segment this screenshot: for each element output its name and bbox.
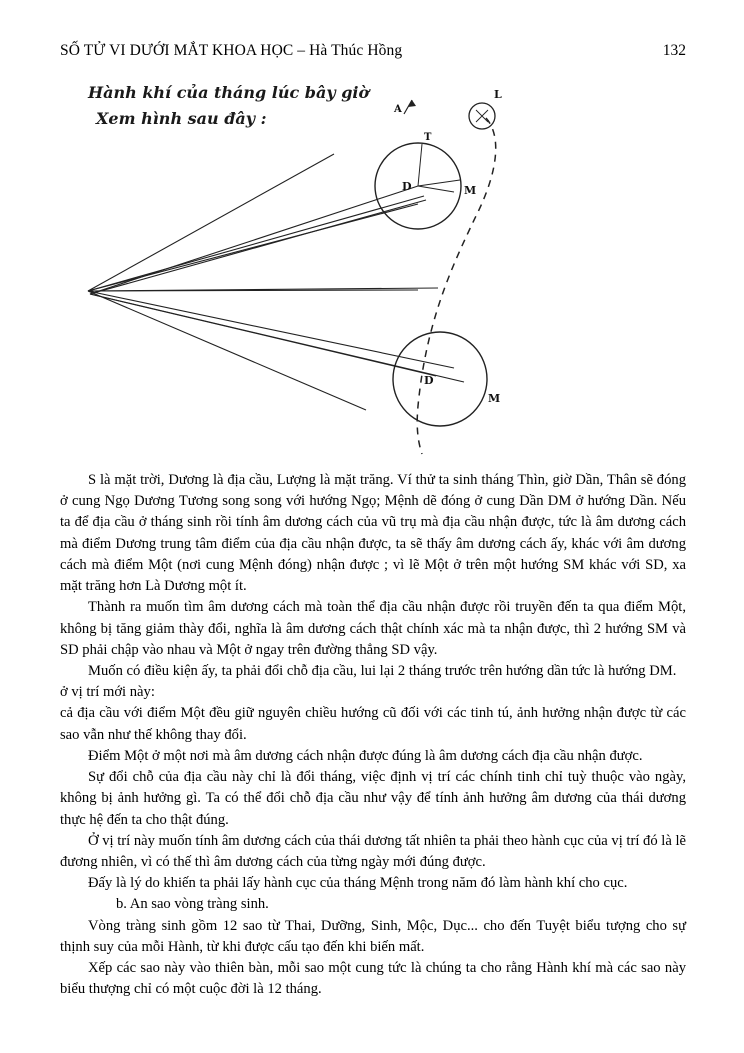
body-text bbox=[60, 470, 686, 1000]
label-upper-circle-center: D bbox=[402, 180, 412, 193]
page-number: 132 bbox=[662, 42, 686, 59]
label-lower-circle-right: M bbox=[488, 392, 501, 405]
body-paragraph: Điểm Một ở một nơi mà âm dương cách nhận được đúng là âm dương cách địa cầu nhận được. bbox=[88, 747, 643, 764]
direction-arrow-head bbox=[408, 100, 416, 107]
label-lower-circle-center: D bbox=[424, 374, 434, 387]
figure-caption-line-1: Hành khí của tháng lúc bây giờ bbox=[88, 83, 370, 102]
label-arrow: A bbox=[394, 104, 402, 115]
label-upper-circle-right: M bbox=[464, 184, 477, 197]
body-paragraph: Sự đổi chỗ của địa cầu này chỉ là đổi tháng, việc định vị trí các chính tinh chỉ tuỳ thuộc vào ngày, không bị ảnh hưởng gì. Ta có thể đổi chỗ địa cầu như vậy để tính ảnh hưởng âm dương của thái dương thực hệ đến ta cho thật đúng. bbox=[60, 769, 686, 828]
body-paragraph: b. An sao vòng tràng sinh. bbox=[116, 896, 269, 913]
body-paragraph: S là mặt trời, Dương là địa cầu, Lượng là mặt trăng. Ví thử ta sinh tháng Thìn, giờ Dần, Thân sẽ đóng ở cung Ngọ Dương Tương song song với hướng Ngọ; Mệnh dẽ đóng ở cung Dần DM ở hướng Dần. Nếu ta để địa cầu ở tháng sinh rồi tính âm dương cách của vũ trụ mà địa cầu nhận được, tức là âm dương cách mà điểm Dương trung tâm điểm của địa cầu nhận được, ta sẽ thấy âm dương cách ấy, khác với âm dương cách mà điểm Một (nơi cung Mệnh đóng) nhận được ; vì lẽ Một ở trên một hướng SM khác với SD, xa mặt trăng hơn Là Dương một ít. bbox=[60, 472, 686, 595]
body-paragraph: cả địa cầu với điểm Một đều giữ nguyên chiều hướng cũ đối với các tinh tú, ảnh hưởng nhận được từ các sao vẫn như thế không thay đổi. bbox=[60, 705, 686, 743]
body-paragraph: Vòng tràng sinh gồm 12 sao từ Thai, Dưỡng, Sinh, Mộc, Dục... cho đến Tuyệt biểu tượng cho sự thịnh suy của mỗi Hành, từ khi được cấu tạo đến khi biến mất. bbox=[60, 917, 686, 955]
page-header bbox=[60, 42, 686, 60]
body-paragraph: Ở vị trí này muốn tính âm dương cách của thái dương tất nhiên ta phải theo hành cục của vị trí đó là lẽ đương nhiên, vì có thế thì âm dương cách của từng ngày mới đúng được. bbox=[60, 832, 686, 870]
moon-cross bbox=[476, 110, 488, 122]
figure-caption-line-2: Xem hình sau đây : bbox=[96, 109, 267, 128]
body-paragraph: Đấy là lý do khiến ta phải lấy hành cục của tháng Mệnh trong năm đó làm hành khí cho cục. bbox=[88, 875, 628, 892]
label-moon: L bbox=[494, 88, 502, 101]
figure-svg bbox=[66, 76, 678, 456]
label-upper-circle-top: T bbox=[424, 132, 432, 143]
body-paragraph: Muốn có điều kiện ấy, ta phải đổi chỗ địa cầu, lui lại 2 tháng trước trên hướng dần tức là hướng DM. bbox=[88, 662, 677, 679]
body-paragraph: Xếp các sao này vào thiên bàn, mỗi sao một cung tức là chúng ta cho rằng Hành khí mà các sao này biểu thượng chỉ có một cuộc đời là 12 tháng. bbox=[60, 960, 686, 998]
lower-earth-circle bbox=[393, 332, 487, 426]
body-paragraph: Thành ra muốn tìm âm dương cách mà toàn thể địa cầu nhận được rồi truyền đến ta qua điểm Một, không bị tăng giảm thày đổi, nghĩa là âm dương cách thật chính xác mà ta nhận được, thì 2 hướng SM và SD phải chập vào nhau và Một ở ngay trên đường thẳng SD vậy. bbox=[60, 599, 686, 658]
body-paragraph: ở vị trí mới này: bbox=[60, 684, 155, 701]
header-title: SỐ TỬ VI DƯỚI MẮT KHOA HỌC – Hà Thúc Hồng bbox=[60, 42, 403, 59]
figure-diagram bbox=[66, 76, 678, 456]
